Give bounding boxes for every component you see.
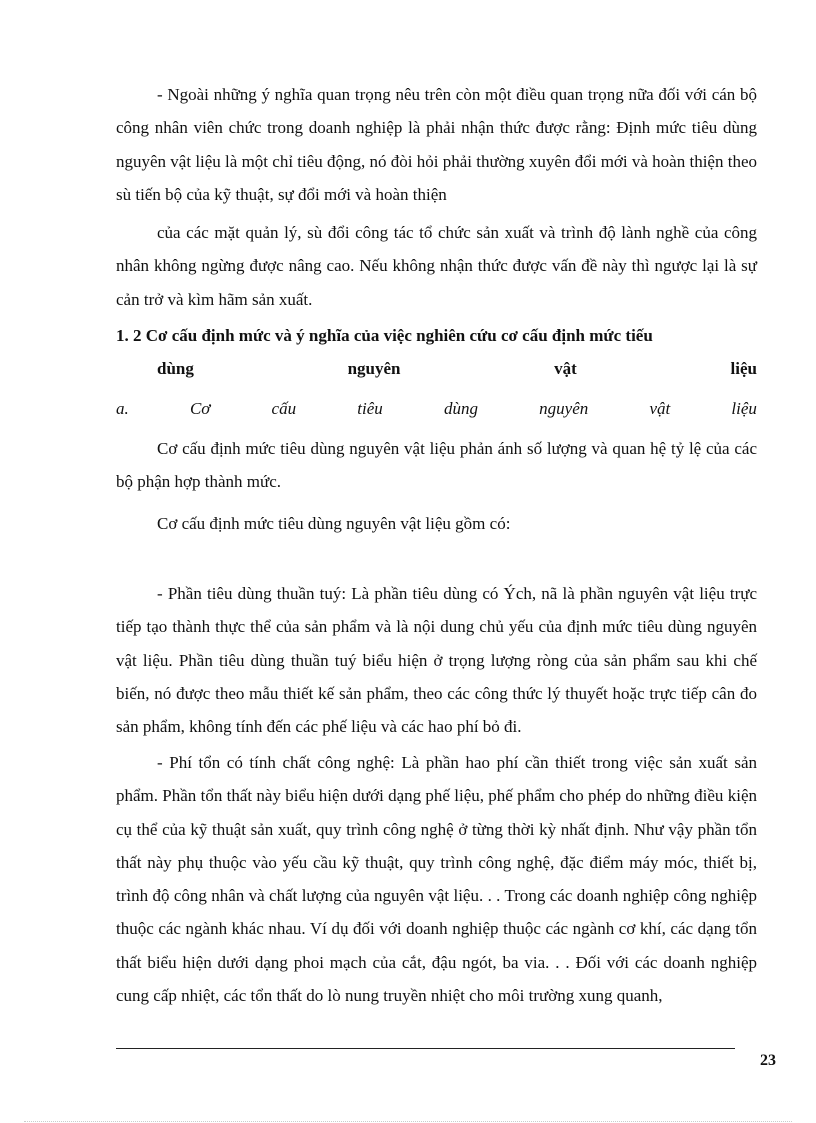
section-heading-continuation [157,352,757,385]
subheading-word: a. [116,399,129,418]
paragraph-pure-consumption: - Phần tiêu dùng thuần tuý: Là phần tiêu dùng có Ých, nã là phần nguyên vật liệu trực tiếp tạo thành thực thể của sản phẩm và là nội dung chủ yếu của định mức tiêu dùng nguyên vật liệu. Phần tiêu dùng thuần tuý biểu hiện ở trọng lượng ròng của sản phẩm sau khi chế biến, nó được theo mẫu thiết kế sản phẩm, theo các công thức lý thuyết hoặc trực tiếp cân đo sản phẩm, không tính đến các phế liệu và các hao phí bỏ đi. [116,584,757,737]
subheading-word: nguyên [539,399,589,418]
heading-word: nguyên [347,359,401,378]
subheading-word: liệu [731,399,757,418]
page-edge [24,1121,792,1122]
paragraph-structure-includes: Cơ cấu định mức tiêu dùng nguyên vật liệu gồm có: [157,514,511,533]
paragraph-technological-cost: - Phí tổn có tính chất công nghệ: Là phần hao phí cần thiết trong việc sản xuất sản phẩm. Phần tổn thất này biểu hiện dưới dạng phế liệu, phế phẩm cho phép do những điều kiện cụ thể của kỹ thuật sản xuất, quy trình công nghệ ở từng thời kỳ nhất định. Như vậy phần tổn thất này phụ thuộc vào yếu cầu kỹ thuật, quy trình công nghệ, đặc điểm máy móc, thiết bị, trình độ công nhân và chất lượng của nguyên vật liệu. . . Trong các doanh nghiệp công nghiệp thuộc các ngành khác nhau. Ví dụ đối với doanh nghiệp thuộc các ngành cơ khí, các dạng tổn thất biểu hiện dưới dạng phoi mạch của cắt, đậu ngót, ba via. . . Đối với các doanh nghiệp cung cấp nhiệt, các tổn thất do lò nung truyền nhiệt cho môi trường xung quanh, [116,753,757,1006]
paragraph-importance: - Ngoài những ý nghĩa quan trọng nêu trên còn một điều quan trọng nữa đối với cán bộ công nhân viên chức trong doanh nghiệp là phải nhận thức được rằng: Định mức tiêu dùng nguyên vật liệu là một chỉ tiêu động, nó đòi hỏi phải thường xuyên đổi mới và hoàn thiện theo sù tiến bộ của kỹ thuật, sự đổi mới và hoàn thiện [116,85,757,204]
subheading-word: vật [649,399,671,418]
subheading-word: dùng [443,399,478,418]
paragraph-management: của các mặt quản lý, sù đổi công tác tổ chức sản xuất và trình độ lành nghề của công nhân không ngừng được nâng cao. Nếu không nhận thức được vấn đề này thì ngược lại là sự cản trở và kìm hãm sản xuất. [116,223,757,309]
paragraph-structure-definition: Cơ cấu định mức tiêu dùng nguyên vật liệu phản ánh số lượng và quan hệ tỷ lệ của các bộ phận hợp thành mức. [116,439,757,492]
page-number: 23 [760,1052,776,1069]
heading-word: vật [554,359,577,378]
section-heading: 1. 2 Cơ cấu định mức và ý nghĩa của việc nghiên cứu cơ cấu định mức tiếu [116,326,653,345]
footer-divider [116,1048,735,1049]
heading-word: liệu [730,359,757,378]
subheading-word: tiêu [357,399,383,418]
subsection-heading [116,392,757,425]
heading-word: dùng [157,359,194,378]
subheading-word: Cơ [189,399,211,418]
subheading-word: cấu [271,399,297,418]
